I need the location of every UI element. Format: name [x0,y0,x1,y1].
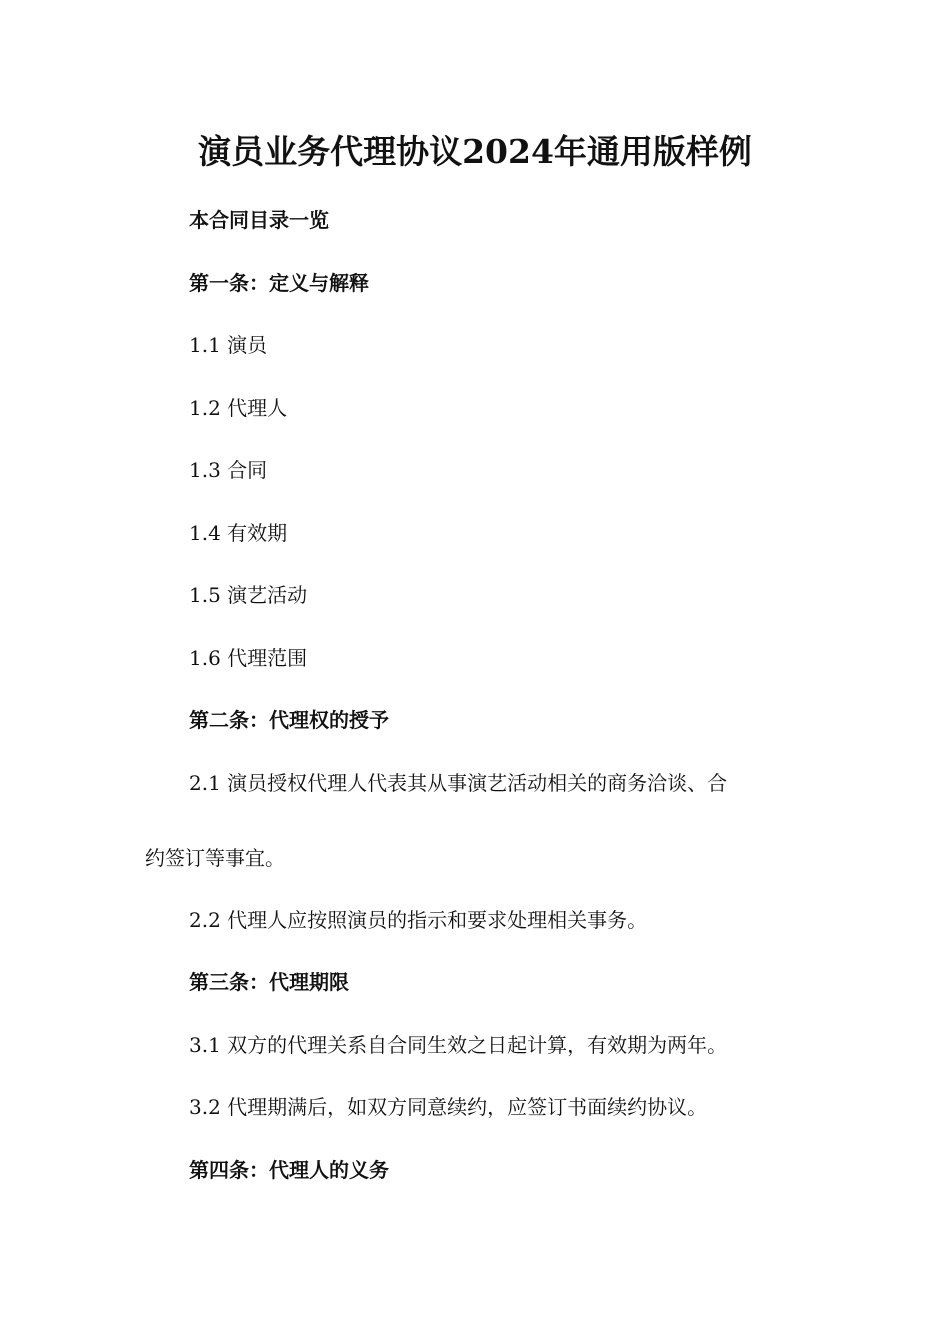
toc-item: 1.2 代理人 [189,396,288,420]
toc-item: 1.6 代理范围 [189,646,308,670]
paragraph-line: 2.2 代理人应按照演员的指示和要求处理相关事务。 [189,908,648,932]
paragraph-line: 2.1 演员授权代理人代表其从事演艺活动相关的商务洽谈、合 [189,771,728,795]
toc-item: 1.1 演员 [189,333,268,357]
section-heading-1: 第一条：定义与解释 [189,271,369,295]
document-title: 演员业务代理协议2024年通用版样例 [198,132,752,171]
toc-item: 1.4 有效期 [189,521,288,545]
section-heading-2: 第二条：代理权的授予 [189,708,389,732]
toc-item: 1.5 演艺活动 [189,583,308,607]
section-heading-4: 第四条：代理人的义务 [189,1158,389,1182]
paragraph-line: 3.1 双方的代理关系自合同生效之日起计算，有效期为两年。 [189,1033,728,1057]
paragraph-line: 3.2 代理期满后，如双方同意续约，应签订书面续约协议。 [189,1095,708,1119]
toc-heading: 本合同目录一览 [189,208,329,232]
toc-item: 1.3 合同 [189,458,268,482]
paragraph-continuation: 约签订等事宜。 [145,846,285,870]
section-heading-3: 第三条：代理期限 [189,970,349,994]
